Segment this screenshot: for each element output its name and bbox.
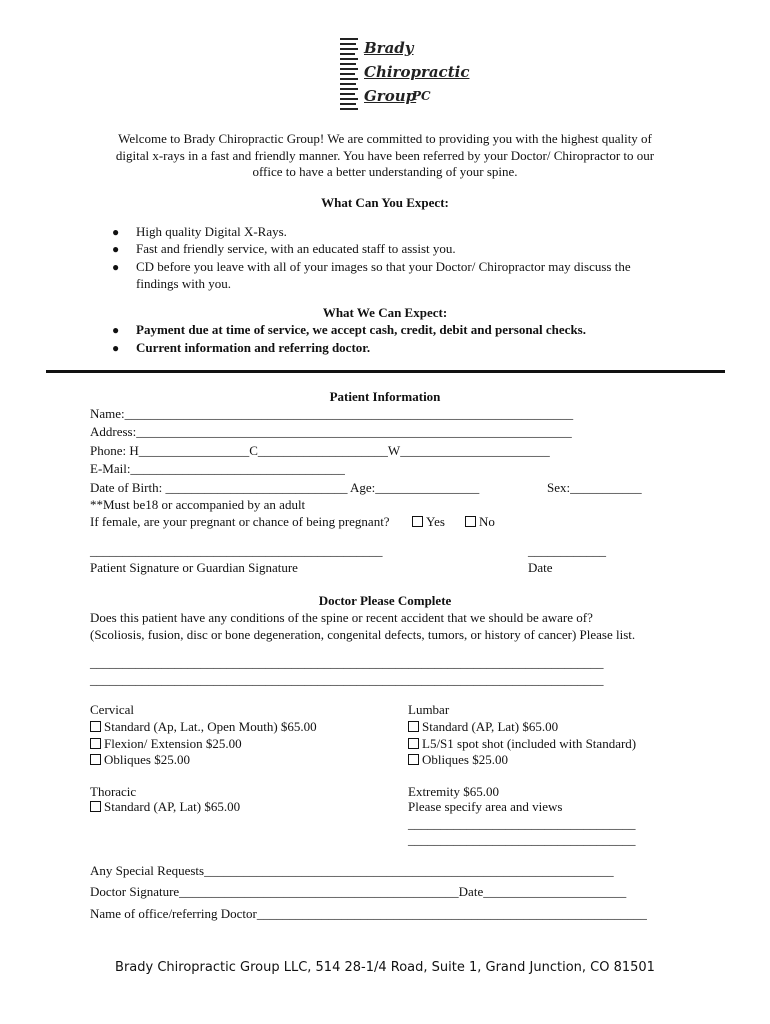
doctor-signature-field[interactable]: Doctor Signature___________________________________________Date______________________ bbox=[90, 884, 627, 899]
we-expect-item-1: Payment due at time of service, we accept cash, credit, debit and personal checks. bbox=[136, 322, 586, 337]
checkbox-icon[interactable] bbox=[90, 738, 101, 749]
pregnant-no[interactable]: No bbox=[465, 514, 495, 530]
expect-heading: What Can You Expect: bbox=[321, 195, 449, 210]
special-requests-field[interactable]: Any Special Requests_______________________________________________________________ bbox=[90, 863, 614, 878]
cervical-option-2[interactable]: Flexion/ Extension $25.00 bbox=[90, 736, 242, 752]
email-field[interactable]: E-Mail:_________________________________ bbox=[90, 461, 345, 476]
extremity-line-2[interactable]: ___________________________________ bbox=[408, 832, 636, 847]
lumbar-title: Lumbar bbox=[408, 702, 450, 717]
dob-age-field[interactable]: Date of Birth: ____________________________ Age:________________ bbox=[90, 480, 480, 495]
patient-heading: Patient Information bbox=[329, 389, 441, 404]
thoracic-title: Thoracic bbox=[90, 784, 137, 799]
logo-line-1: Brady bbox=[364, 39, 414, 57]
intro-line-3: office to have a better understanding of your spine. bbox=[252, 164, 518, 179]
checkbox-icon[interactable] bbox=[465, 516, 476, 527]
cervical-title: Cervical bbox=[90, 702, 135, 717]
lumbar-option-3[interactable]: Obliques $25.00 bbox=[408, 752, 508, 768]
logo-suffix: PC bbox=[412, 89, 431, 103]
cervical-option-3[interactable]: Obliques $25.00 bbox=[90, 752, 190, 768]
checkbox-icon[interactable] bbox=[408, 738, 419, 749]
logo-line-2: Chiropractic bbox=[364, 63, 470, 81]
signature-label: Patient Signature or Guardian Signature bbox=[90, 560, 298, 575]
bullet-icon: ● bbox=[112, 260, 120, 274]
checkbox-icon[interactable] bbox=[412, 516, 423, 527]
extremity-line-1[interactable]: ___________________________________ bbox=[408, 816, 636, 831]
pregnant-yes[interactable]: Yes bbox=[412, 514, 445, 530]
expect-item-3: CD before you leave with all of your images so that your Doctor/ Chiropractor may discuss the bbox=[136, 259, 631, 274]
signature-line[interactable]: _____________________________________________ bbox=[90, 543, 383, 558]
date-label: Date bbox=[528, 560, 553, 575]
bullet-icon: ● bbox=[112, 225, 120, 239]
checkbox-icon[interactable] bbox=[90, 801, 101, 812]
date-line[interactable]: ____________ bbox=[528, 543, 606, 558]
logo-line-3: Group bbox=[364, 87, 417, 105]
intro-line-2: digital x-rays in a fast and friendly manner. You have been referred by your Doctor/ Chiropractor to our bbox=[115, 148, 655, 163]
doctor-answer-line-1[interactable]: _______________________________________________________________________________ bbox=[90, 655, 604, 670]
address-field[interactable]: Address:___________________________________________________________________ bbox=[90, 424, 572, 439]
bullet-icon: ● bbox=[112, 242, 120, 256]
expect-item-3-cont: findings with you. bbox=[136, 276, 231, 291]
cervical-option-1[interactable]: Standard (Ap, Lat., Open Mouth) $65.00 bbox=[90, 719, 317, 735]
doctor-question-1: Does this patient have any conditions of the spine or recent accident that we should be aware of? bbox=[90, 610, 593, 625]
lumbar-option-1[interactable]: Standard (AP, Lat) $65.00 bbox=[408, 719, 558, 735]
phone-field[interactable]: Phone: H_________________C____________________W_______________________ bbox=[90, 443, 550, 458]
expect-item-1: High quality Digital X-Rays. bbox=[136, 224, 287, 239]
expect-item-2: Fast and friendly service, with an educated staff to assist you. bbox=[136, 241, 456, 256]
pregnant-question: If female, are your pregnant or chance of being pregnant? bbox=[90, 514, 390, 529]
checkbox-icon[interactable] bbox=[408, 721, 419, 732]
checkbox-icon[interactable] bbox=[90, 721, 101, 732]
we-expect-item-2: Current information and referring doctor. bbox=[136, 340, 371, 355]
thoracic-option-1[interactable]: Standard (AP, Lat) $65.00 bbox=[90, 799, 240, 815]
section-divider bbox=[46, 370, 725, 373]
we-expect-heading: What We Can Expect: bbox=[322, 305, 448, 320]
intro-line-1: Welcome to Brady Chiropractic Group! We are committed to providing you with the highest quality of bbox=[118, 131, 652, 146]
age-note: **Must be18 or accompanied by an adult bbox=[90, 497, 306, 512]
footer-address: Brady Chiropractic Group LLC, 514 28-1/4 Road, Suite 1, Grand Junction, CO 81501 bbox=[115, 960, 655, 975]
bullet-icon: ● bbox=[112, 323, 120, 337]
lumbar-option-2[interactable]: L5/S1 spot shot (included with Standard) bbox=[408, 736, 636, 752]
checkbox-icon[interactable] bbox=[408, 754, 419, 765]
brady-logo bbox=[340, 36, 470, 116]
extremity-specify: Please specify area and views bbox=[408, 799, 563, 814]
doctor-answer-line-2[interactable]: _______________________________________________________________________________ bbox=[90, 672, 604, 687]
doctor-question-2: (Scoliosis, fusion, disc or bone degeneration, congenital defects, tumors, or history of cancer) Please list. bbox=[90, 627, 636, 642]
name-field[interactable]: Name:_____________________________________________________________________ bbox=[90, 406, 574, 421]
sex-field[interactable]: Sex:___________ bbox=[547, 480, 642, 495]
doctor-heading: Doctor Please Complete bbox=[318, 593, 452, 608]
extremity-title: Extremity $65.00 bbox=[408, 784, 499, 799]
bullet-icon: ● bbox=[112, 341, 120, 355]
checkbox-icon[interactable] bbox=[90, 754, 101, 765]
referring-doctor-field[interactable]: Name of office/referring Doctor____________________________________________________________ bbox=[90, 906, 647, 921]
